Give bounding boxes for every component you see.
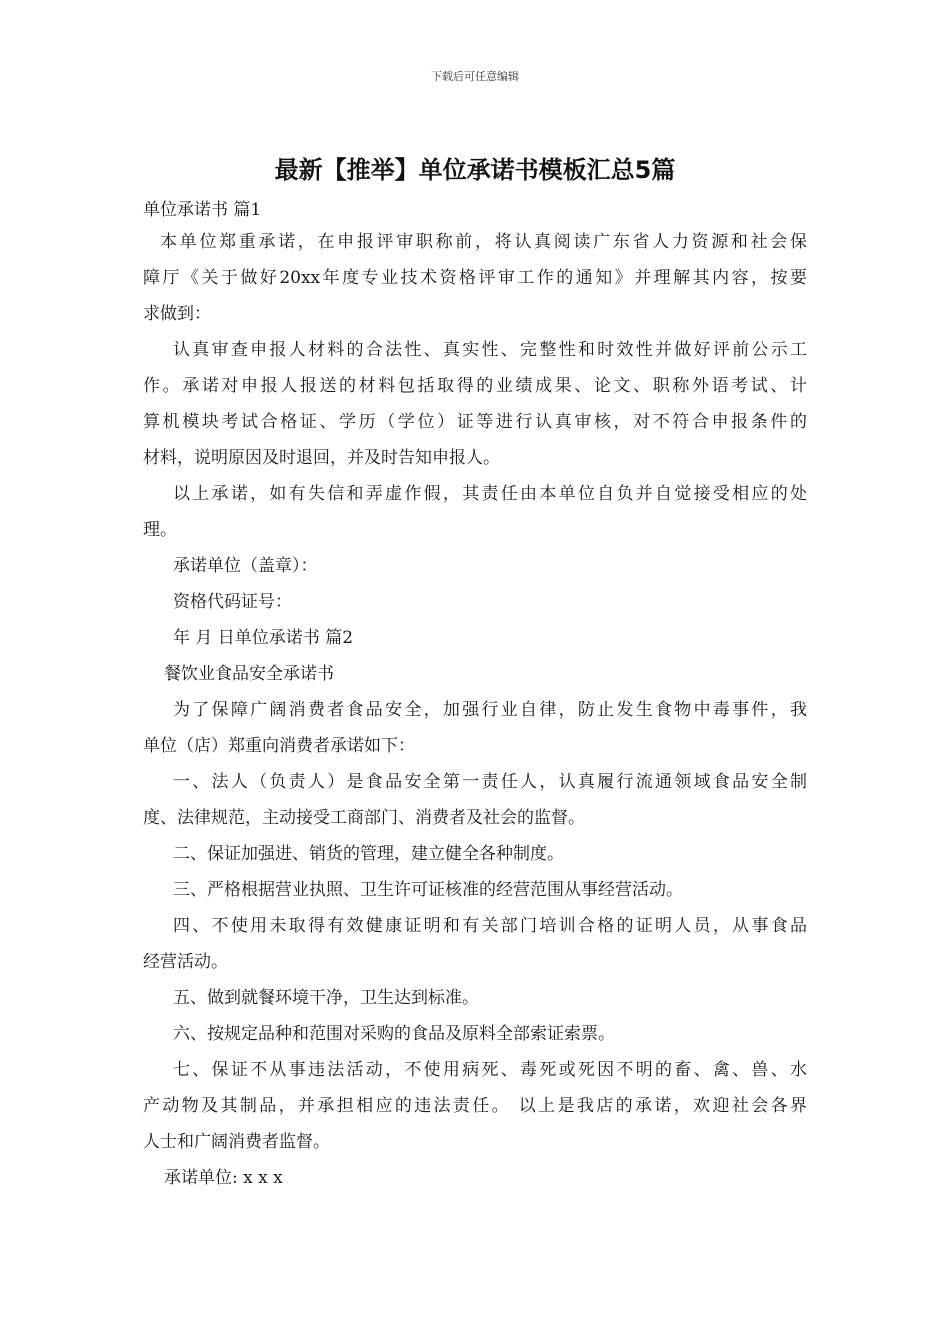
list-item-line: 六、按规定品种和范围对采购的食品及原料全部索证索票。 [173,1024,615,1044]
paragraph-line: 以上承诺，如有失信和弄虚作假，其责任由本单位自负并自觉接受相应的处 [173,484,807,504]
paragraph-line: 障厅《关于做好20xx年度专业技术资格评审工作的通知》并理解其内容，按要 [143,268,807,288]
list-item-line: 产动物及其制品，并承担相应的违法责任。 以上是我店的承诺，欢迎社会各界 [143,1096,807,1116]
list-item-line: 人士和广阔消费者监督。 [143,1132,330,1152]
qualification-code-line: 资格代码证号： [173,592,292,612]
document-body [143,196,807,1196]
paragraph-line: 求做到： [143,304,211,324]
list-item-line: 二、保证加强进、销货的管理，建立健全各种制度。 [173,844,564,864]
paragraph-line: 单位（店）郑重向消费者承诺如下： [143,736,415,756]
paragraph-line: 认真审查申报人材料的合法性、真实性、完整性和时效性并做好评前公示工 [173,340,807,360]
paragraph-line: 材料，说明原因及时退回，并及时告知申报人。 [143,448,500,468]
list-item-line: 七、保证不从事违法活动，不使用病死、毒死或死因不明的畜、禽、兽、水 [173,1060,807,1080]
list-item-line: 经营活动。 [143,952,228,972]
list-item-line: 一、法人（负责人）是食品安全第一责任人，认真履行流通领域食品安全制 [173,772,807,792]
paragraph-line: 理。 [143,520,177,540]
document-title: 最新【推举】单位承诺书模板汇总5篇 [274,156,676,184]
list-item-line: 三、严格根据营业执照、卫生许可证核准的经营范围从事经营活动。 [173,880,683,900]
paragraph-line: 本单位郑重承诺，在申报评审职称前，将认真阅读广东省人力资源和社会保 [160,232,807,252]
signature-unit-line: 承诺单位（盖章）： [173,556,318,576]
list-item-line: 度、法律规范，主动接受工商部门、消费者及社会的监督。 [143,808,585,828]
paragraph-line: 作。承诺对申报人报送的材料包括取得的业绩成果、论文、职称外语考试、计 [143,376,807,396]
paragraph-line: 算机模块考试合格证、学历（学位）证等进行认真审核，对不符合申报条件的 [143,412,807,432]
subtitle-line: 餐饮业食品安全承诺书 [164,664,334,684]
paragraph-line: 为了保障广阔消费者食品安全，加强行业自律，防止发生食物中毒事件，我 [173,700,807,720]
page-header-note: 下载后可任意编辑 [431,70,519,83]
signature-unit-line: 承诺单位: x x x [164,1168,283,1188]
date-section-heading: 年 月 日单位承诺书 篇2 [173,628,354,648]
section-heading: 单位承诺书 篇1 [143,200,262,220]
list-item-line: 五、做到就餐环境干净，卫生达到标准。 [173,988,479,1008]
list-item-line: 四、不使用未取得有效健康证明和有关部门培训合格的证明人员，从事食品 [173,916,807,936]
